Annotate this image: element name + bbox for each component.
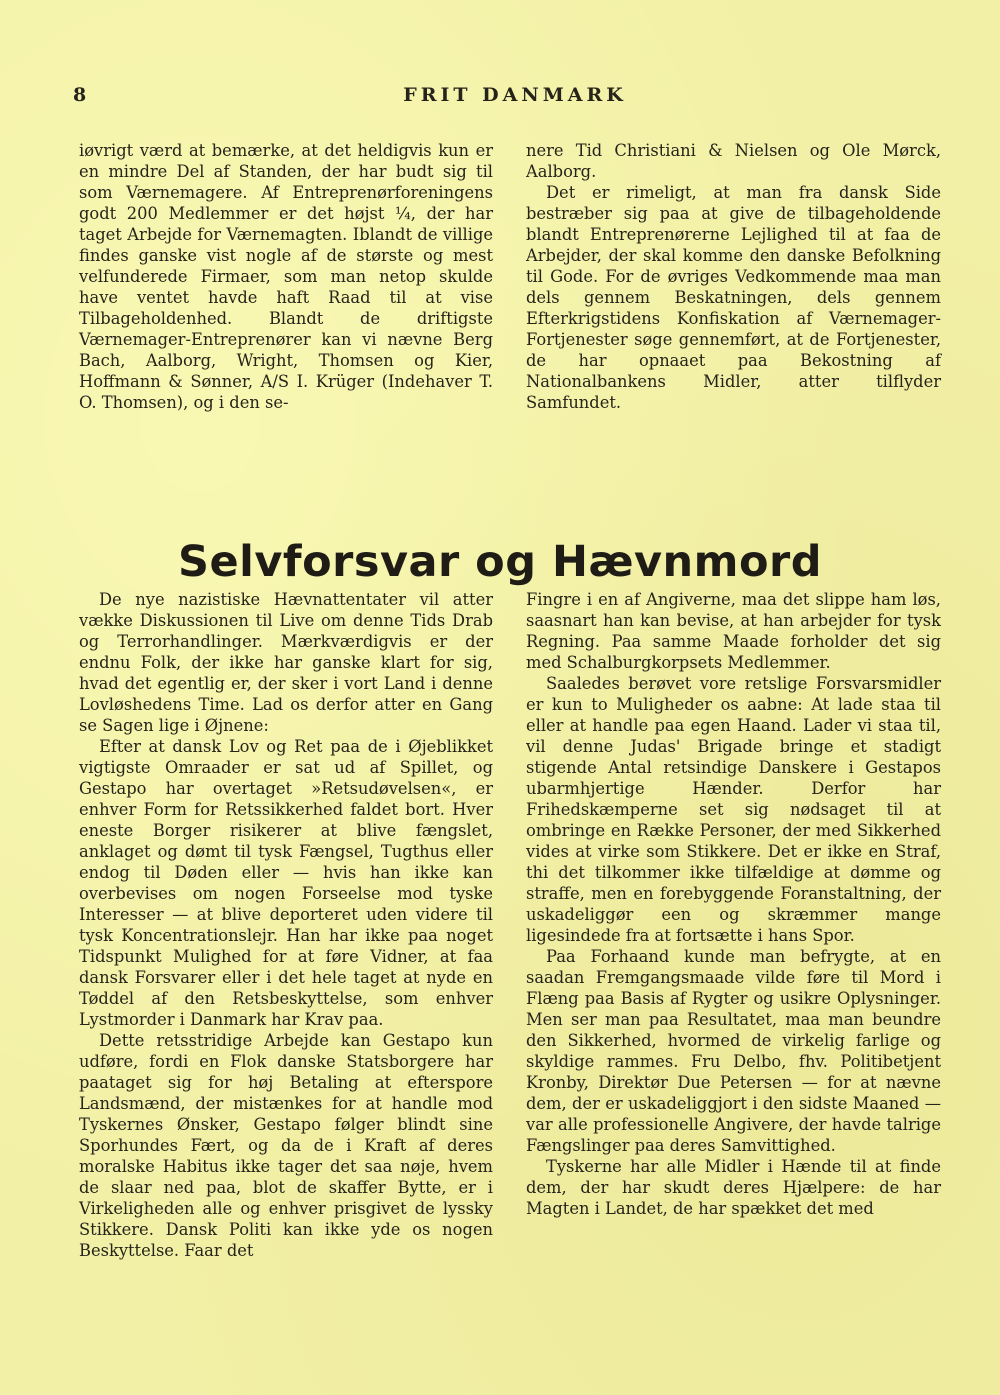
top-article-left-column [79,140,493,413]
article-left-column [79,589,493,1261]
paragraph: Tyskerne har alle Midler i Hænde til at finde dem, der har skudt deres Hjælpere: de har Magten i Landet, de har spækket det med [526,1157,941,1218]
paragraph: De nye nazistiske Hævnattentater vil atter vække Diskussionen til Live om denne Tids Drab og Terrorhandlinger. Mærkværdigvis er der endnu Folk, der ikke har ganske klart for sig, hvad det egentlig er, der sker i vort Land i denne Lovløshedens Time. Lad os derfor atter en Gang se Sagen lige i Øjnene: [79,590,493,735]
page-number: 8 [73,84,87,106]
running-header: FRIT DANMARK [403,84,627,106]
article-right-column [526,589,941,1219]
paragraph: iøvrigt værd at bemærke, at det heldigvis kun er en mindre Del af Standen, der har budt sig til som Værnemagere. Af Entreprenørforeningens godt 200 Medlemmer er det højst ¼, der har taget Arbejde for Værnemagten. Iblandt de villige findes ganske vist nogle af de største og mest velfunderede Firmaer, som man netop skulde have ventet havde haft Raad til at vise Tilbageholdenhed. Blandt de driftigste Værnemager-Entreprenører kan vi nævne Berg Bach, Aalborg, Wright, Thomsen og Kier, Hoffmann & Sønner, A/S I. Krüger (Indehaver T. O. Thomsen), og i den se- [79,141,493,412]
paragraph: Det er rimeligt, at man fra dansk Side bestræber sig paa at give de tilbageholdende blandt Entreprenørerne Lejlighed til at faa de Arbejder, der skal komme den danske Befolkning til Gode. For de øvriges Vedkommende maa man dels gennem Beskatningen, dels gennem Efterkrigstidens Konfiskation af Værnemager-Fortjenester søge gennemført, at de Fortjenester, de har opnaaet paa Bekostning af Nationalbankens Midler, atter tilflyder Samfundet. [526,183,941,412]
paragraph: Paa Forhaand kunde man befrygte, at en saadan Fremgangsmaade vilde føre til Mord i Flæng paa Basis af Rygter og usikre Oplysninger. Men ser man paa Resultatet, maa man beundre den Sikkerhed, hvormed de virkelig farlige og skyldige rammes. Fru Delbo, fhv. Politibetjent Kronby, Direktør Due Petersen — for at nævne dem, der er uskadeliggjort i den sidste Maaned — var alle professionelle Angivere, der havde talrige Fængslinger paa deres Samvittighed. [526,947,941,1155]
paragraph: nere Tid Christiani & Nielsen og Ole Mørck, Aalborg. [526,141,941,181]
paragraph: Saaledes berøvet vore retslige Forsvarsmidler er kun to Muligheder os aabne: At lade staa til eller at handle paa egen Haand. Lader vi staa til, vil denne Judas' Brigade bringe et stadigt stigende Antal retsindige Danskere i Gestapos ubarmhjertige Hænder. Derfor har Frihedskæmperne set sig nødsaget til at ombringe en Række Personer, der med Sikkerhed vides at virke som Stikkere. Det er ikke en Straf, thi det tilkommer ikke tilfældige at dømme og straffe, men en forebyggende Foranstaltning, der uskadeliggør een og skræmmer mange ligesindede fra at fortsætte i hans Spor. [526,674,941,945]
paragraph: Fingre i en af Angiverne, maa det slippe ham løs, saasnart han kan bevise, at han arbejder for tysk Regning. Paa samme Maade forholder det sig med Schalburgkorpsets Medlemmer. [526,590,941,672]
top-article-right-column [526,140,941,413]
paragraph: Efter at dansk Lov og Ret paa de i Øjeblikket vigtigste Omraader er sat ud af Spillet, og Gestapo har overtaget »Retsudøvelsen«, er enhver Form for Retssikkerhed faldet bort. Hver eneste Borger risikerer at blive fængslet, anklaget og dømt til tysk Fængsel, Tugthus eller endog til Døden eller — hvis han ikke kan overbevises om nogen Forseelse mod tyske Interesser — at blive deporteret uden videre til tysk Koncentrationslejr. Han har ikke paa noget Tidspunkt Mulighed for at føre Vidner, at faa dansk Forsvarer eller i det hele taget at nyde en Tøddel af den Retsbeskyttelse, som enhver Lystmorder i Danmark har Krav paa. [79,737,493,1029]
paragraph: Dette retsstridige Arbejde kan Gestapo kun udføre, fordi en Flok danske Statsborgere har paataget sig for høj Betaling at efterspore Landsmænd, der mistænkes for at handle mod Tyskernes Ønsker, Gestapo følger blindt sine Sporhundes Fært, og da de i Kraft af deres moralske Habitus ikke tager det saa nøje, hvem de slaar ned paa, blot de skaffer Bytte, er i Virkeligheden alle og enhver prisgivet de lyssky Stikkere. Dansk Politi kan ikke yde os nogen Beskyttelse. Faar det [79,1031,493,1260]
article-title: Selvforsvar og Hævnmord [178,536,822,587]
